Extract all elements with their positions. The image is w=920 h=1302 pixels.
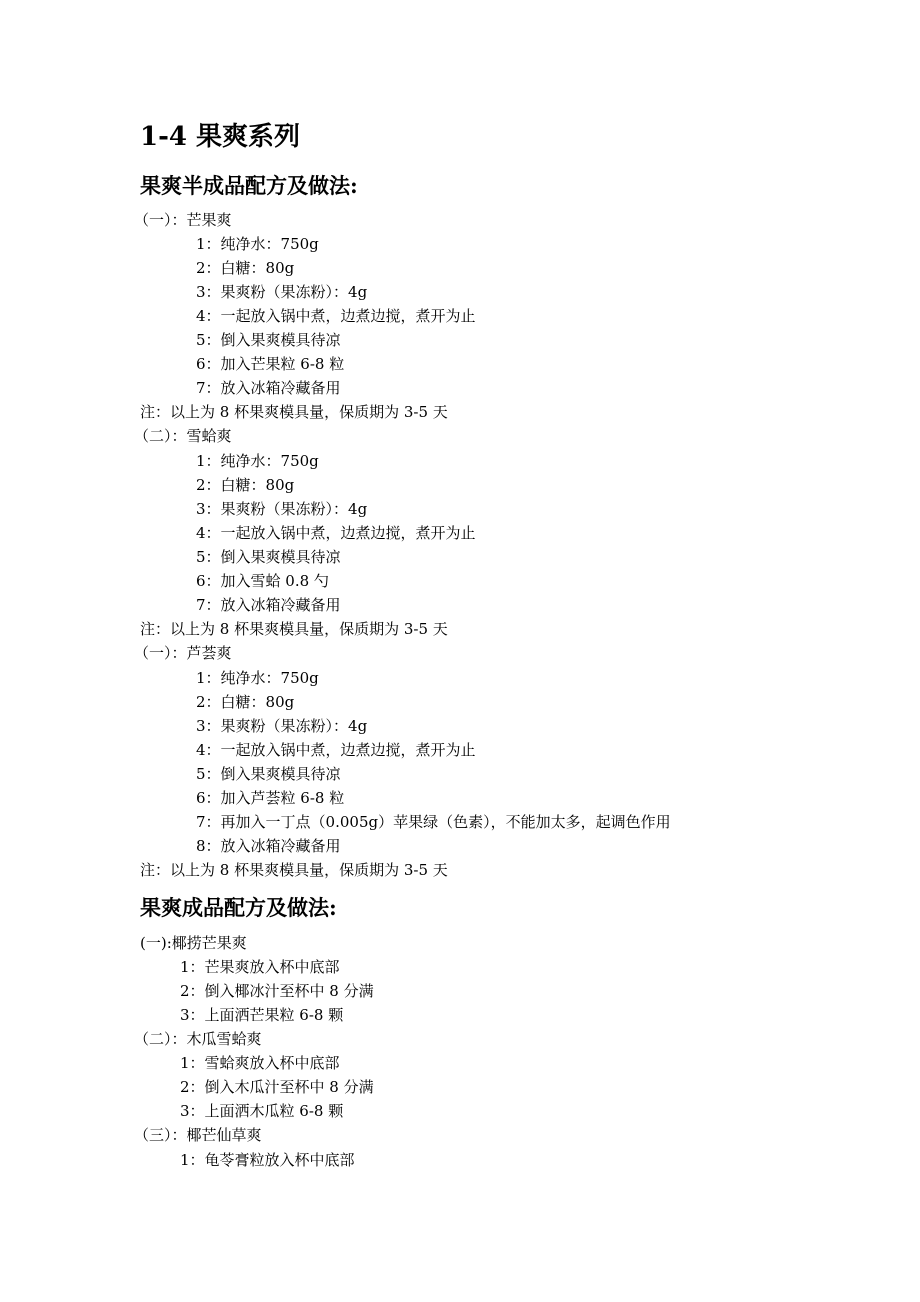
recipe-step: 1：纯净水：750g (196, 669, 319, 687)
page-title: 1-4 果爽系列 (140, 122, 301, 152)
recipe-step: 7：放入冰箱冷藏备用 (196, 596, 341, 614)
recipe-step: 2：倒入木瓜汁至杯中 8 分满 (180, 1078, 374, 1096)
section-heading-finished: 果爽成品配方及做法: (140, 895, 337, 920)
recipe-step: 2：白糖：80g (196, 259, 295, 277)
recipe-step: 1：芒果爽放入杯中底部 (180, 958, 340, 976)
recipe-step: 1：龟苓膏粒放入杯中底部 (180, 1151, 355, 1169)
recipe-step: 2：白糖：80g (196, 693, 295, 711)
recipe-name: （三）：椰芒仙草爽 (134, 1126, 262, 1144)
recipe-step: 7：放入冰箱冷藏备用 (196, 379, 341, 397)
recipe-step: 2：白糖：80g (196, 476, 295, 494)
recipe-step: 1：纯净水：750g (196, 235, 319, 253)
recipe-step: 4：一起放入锅中煮，边煮边搅，煮开为止 (196, 307, 476, 325)
recipe-step: 2：倒入椰冰汁至杯中 8 分满 (180, 982, 374, 1000)
recipe-step: 5：倒入果爽模具待凉 (196, 548, 341, 566)
recipe-step: 4：一起放入锅中煮，边煮边搅，煮开为止 (196, 524, 476, 542)
recipe-name: （二）：木瓜雪蛤爽 (134, 1030, 262, 1048)
recipe-step: 6：加入芦荟粒 6-8 粒 (196, 789, 345, 807)
recipe-step: 3：上面洒木瓜粒 6-8 颗 (180, 1102, 344, 1120)
recipe-step: 3：上面洒芒果粒 6-8 颗 (180, 1006, 344, 1024)
recipe-note: 注：以上为 8 杯果爽模具量，保质期为 3-5 天 (140, 620, 448, 638)
recipe-note: 注：以上为 8 杯果爽模具量，保质期为 3-5 天 (140, 403, 448, 421)
recipe-step: 4：一起放入锅中煮，边煮边搅，煮开为止 (196, 741, 476, 759)
recipe-name: （二）：雪蛤爽 (134, 427, 232, 445)
recipe-step: 5：倒入果爽模具待凉 (196, 331, 341, 349)
recipe-note: 注：以上为 8 杯果爽模具量，保质期为 3-5 天 (140, 861, 448, 879)
recipe-step: 6：加入雪蛤 0.8 勺 (196, 572, 329, 590)
recipe-step: 3：果爽粉（果冻粉）：4g (196, 500, 368, 518)
section-heading-semi-finished: 果爽半成品配方及做法: (140, 173, 358, 198)
recipe-step: 1：纯净水：750g (196, 452, 319, 470)
recipe-name: （一）：芦荟爽 (134, 644, 232, 662)
recipe-name: （一）：芒果爽 (134, 211, 232, 229)
recipe-step: 3：果爽粉（果冻粉）：4g (196, 717, 368, 735)
recipe-name: (一):椰捞芒果爽 (140, 934, 247, 952)
recipe-step: 7：再加入一丁点（0.005g）苹果绿（色素），不能加太多，起调色作用 (196, 813, 671, 831)
recipe-step: 8：放入冰箱冷藏备用 (196, 837, 341, 855)
recipe-step: 3：果爽粉（果冻粉）：4g (196, 283, 368, 301)
recipe-step: 1：雪蛤爽放入杯中底部 (180, 1054, 340, 1072)
recipe-step: 5：倒入果爽模具待凉 (196, 765, 341, 783)
recipe-step: 6：加入芒果粒 6-8 粒 (196, 355, 345, 373)
